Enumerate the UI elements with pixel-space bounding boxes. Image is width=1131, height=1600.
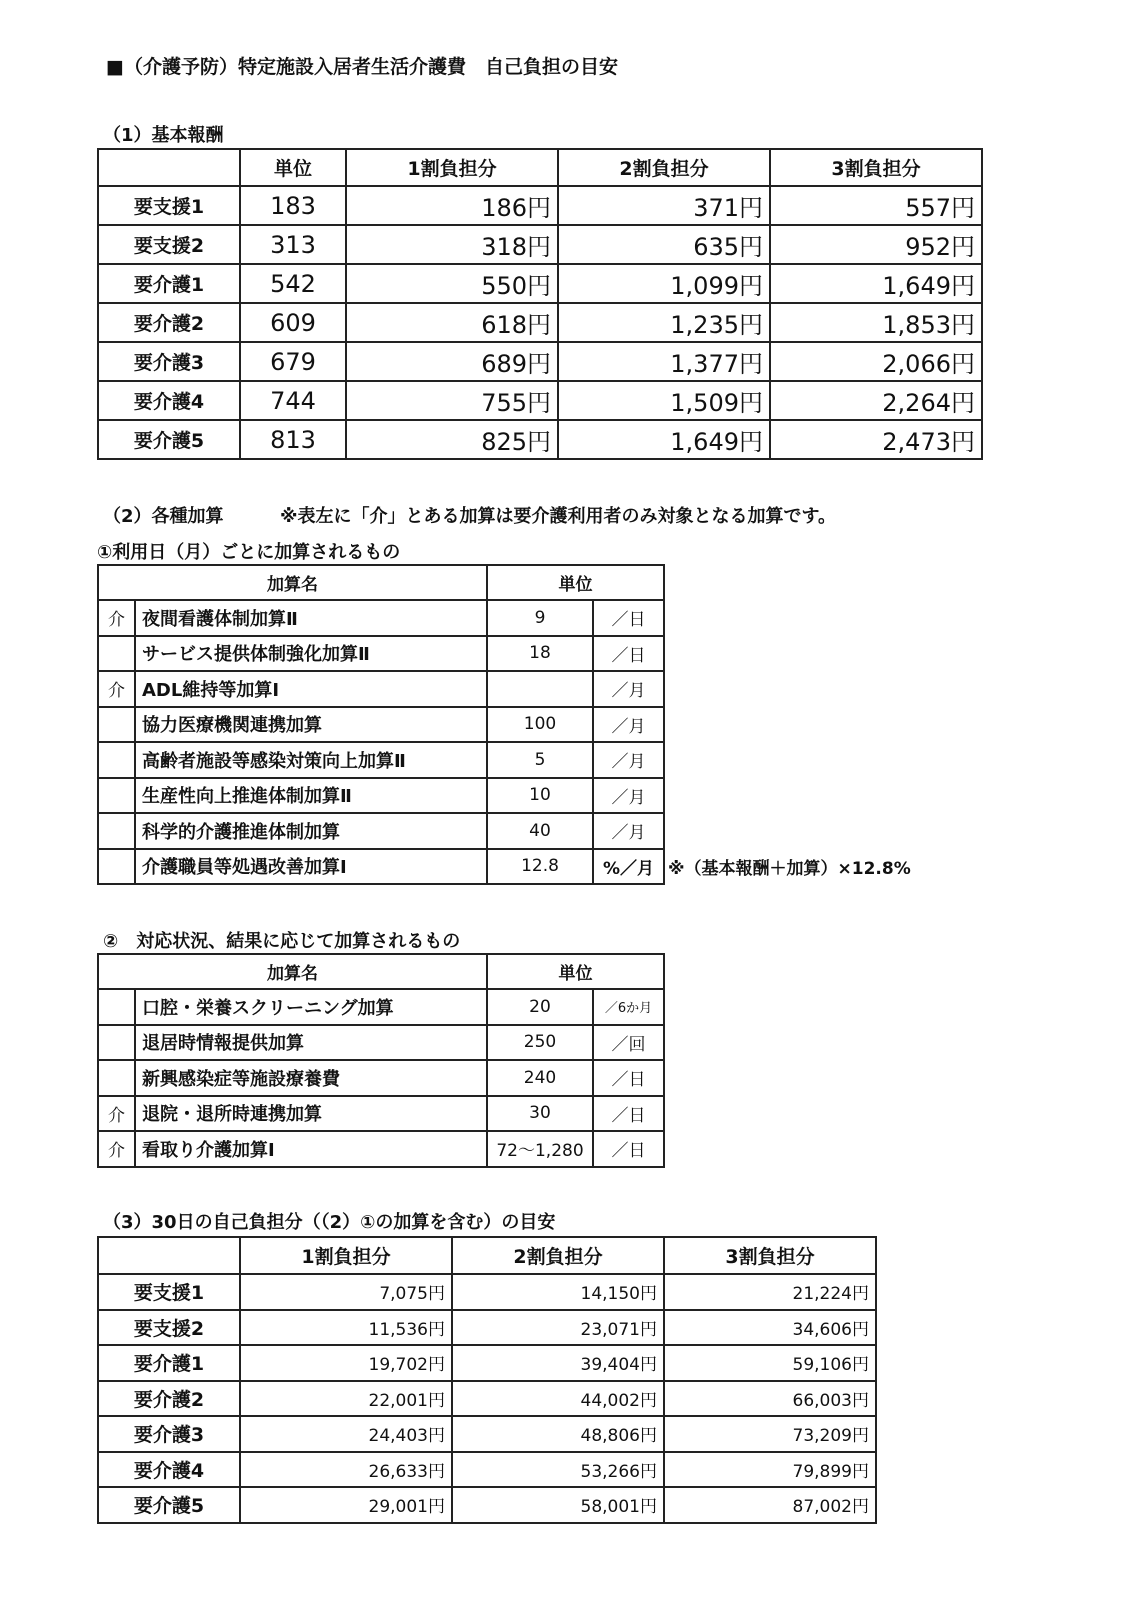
cost-cell: 73,209円 — [664, 1416, 876, 1452]
units-cell — [487, 671, 593, 707]
care-level: 要介護5 — [98, 1487, 240, 1523]
cost-cell: 44,002円 — [452, 1381, 664, 1417]
cost-cell: 14,150円 — [452, 1274, 664, 1310]
cost-cell: 318円 — [346, 225, 558, 264]
header-cell: 単位 — [240, 149, 346, 186]
cost-cell: 48,806円 — [452, 1416, 664, 1452]
care-only-mark — [98, 1025, 135, 1061]
header-cell: 1割負担分 — [240, 1237, 452, 1274]
per-cell: ／月 — [593, 778, 664, 814]
cost-cell: 1,853円 — [770, 303, 982, 342]
per-cell: ／日 — [593, 600, 664, 636]
units-cell: 250 — [487, 1025, 593, 1061]
care-level: 要介護3 — [98, 1416, 240, 1452]
cost-cell: 689円 — [346, 342, 558, 381]
section2-heading: （2）各種加算 — [103, 506, 224, 527]
cost-cell: 2,264円 — [770, 381, 982, 420]
per-cell: ／6か月 — [593, 989, 664, 1025]
care-level: 要介護2 — [98, 303, 240, 342]
cost-cell: 825円 — [346, 420, 558, 459]
cost-cell: 87,002円 — [664, 1487, 876, 1523]
conditional-additions-table — [97, 953, 665, 1168]
care-only-mark — [98, 1060, 135, 1096]
units-cell: 12.8 — [487, 849, 593, 885]
per-cell: ／月 — [593, 742, 664, 778]
care-only-mark — [98, 849, 135, 885]
table-row — [98, 1345, 876, 1381]
table-row — [98, 778, 664, 814]
units-cell: 313 — [240, 225, 346, 264]
header-cell: 加算名 — [98, 565, 487, 600]
care-only-mark: 介 — [98, 1096, 135, 1132]
cost-cell: 1,649円 — [770, 264, 982, 303]
per-cell: ／月 — [593, 671, 664, 707]
table-row — [98, 1381, 876, 1417]
sub2-heading: ② 対応状況、結果に応じて加算されるもの — [103, 931, 461, 952]
cost-cell: 1,377円 — [558, 342, 770, 381]
cost-cell: 66,003円 — [664, 1381, 876, 1417]
table-row — [98, 1274, 876, 1310]
table-row — [98, 342, 982, 381]
section1-heading: （1）基本報酬 — [103, 125, 224, 146]
table-row — [98, 989, 664, 1025]
page-title: ■（介護予防）特定施設入居者生活介護費 自己負担の目安 — [106, 56, 618, 78]
cost-cell: 23,071円 — [452, 1310, 664, 1346]
header-cell — [98, 149, 240, 186]
addition-name: 夜間看護体制加算Ⅱ — [135, 600, 487, 636]
table-row — [98, 381, 982, 420]
header-cell — [98, 1237, 240, 1274]
cost-cell: 29,001円 — [240, 1487, 452, 1523]
basic-fee-table — [97, 148, 983, 460]
addition-name: 生産性向上推進体制加算Ⅱ — [135, 778, 487, 814]
units-cell: 183 — [240, 186, 346, 225]
table-row — [98, 1416, 876, 1452]
cost-cell: 22,001円 — [240, 1381, 452, 1417]
header-cell: 3割負担分 — [664, 1237, 876, 1274]
table-row — [98, 1452, 876, 1488]
cost-cell: 371円 — [558, 186, 770, 225]
per-cell: ／月 — [593, 707, 664, 743]
header-cell: 単位 — [487, 565, 664, 600]
units-cell: 10 — [487, 778, 593, 814]
cost-cell: 11,536円 — [240, 1310, 452, 1346]
addition-name: 介護職員等処遇改善加算Ⅰ — [135, 849, 487, 885]
cost-cell: 79,899円 — [664, 1452, 876, 1488]
cost-cell: 755円 — [346, 381, 558, 420]
care-only-mark — [98, 707, 135, 743]
units-cell: 679 — [240, 342, 346, 381]
improvement-footnote: ※（基本報酬＋加算）×12.8% — [668, 859, 911, 879]
monthly-cost-table — [97, 1236, 877, 1524]
care-only-mark — [98, 813, 135, 849]
header-cell: 2割負担分 — [558, 149, 770, 186]
addition-name: 新興感染症等施設療養費 — [135, 1060, 487, 1096]
cost-cell: 1,235円 — [558, 303, 770, 342]
cost-cell: 550円 — [346, 264, 558, 303]
care-only-mark: 介 — [98, 671, 135, 707]
cost-cell: 2,473円 — [770, 420, 982, 459]
care-level: 要介護4 — [98, 381, 240, 420]
header-cell: 加算名 — [98, 954, 487, 989]
addition-name: 退居時情報提供加算 — [135, 1025, 487, 1061]
per-cell: ／日 — [593, 1131, 664, 1167]
cost-cell: 186円 — [346, 186, 558, 225]
care-level: 要支援1 — [98, 1274, 240, 1310]
cost-cell: 39,404円 — [452, 1345, 664, 1381]
addition-name: 退院・退所時連携加算 — [135, 1096, 487, 1132]
cost-cell: 952円 — [770, 225, 982, 264]
table-row — [98, 420, 982, 459]
care-only-mark — [98, 636, 135, 672]
care-level: 要介護4 — [98, 1452, 240, 1488]
cost-cell: 58,001円 — [452, 1487, 664, 1523]
care-level: 要介護3 — [98, 342, 240, 381]
section2-note: ※表左に「介」とある加算は要介護利用者のみ対象となる加算です。 — [280, 506, 837, 527]
care-only-mark — [98, 778, 135, 814]
table-row — [98, 707, 664, 743]
care-level: 要介護2 — [98, 1381, 240, 1417]
table-row — [98, 1096, 664, 1132]
care-only-mark: 介 — [98, 600, 135, 636]
cost-cell: 26,633円 — [240, 1452, 452, 1488]
table-header-row — [98, 954, 664, 989]
units-cell: 240 — [487, 1060, 593, 1096]
care-level: 要支援1 — [98, 186, 240, 225]
cost-cell: 2,066円 — [770, 342, 982, 381]
addition-name: 口腔・栄養スクリーニング加算 — [135, 989, 487, 1025]
table-row — [98, 225, 982, 264]
units-cell: 18 — [487, 636, 593, 672]
addition-name: ADL維持等加算Ⅰ — [135, 671, 487, 707]
units-cell: 813 — [240, 420, 346, 459]
header-cell: 単位 — [487, 954, 664, 989]
units-cell: 609 — [240, 303, 346, 342]
units-cell: 744 — [240, 381, 346, 420]
table-row — [98, 1025, 664, 1061]
units-cell: 20 — [487, 989, 593, 1025]
per-cell: ／日 — [593, 1096, 664, 1132]
table-row — [98, 636, 664, 672]
table-header-row — [98, 1237, 876, 1274]
table-row — [98, 671, 664, 707]
table-row — [98, 1060, 664, 1096]
care-level: 要介護1 — [98, 264, 240, 303]
cost-cell: 24,403円 — [240, 1416, 452, 1452]
cost-cell: 618円 — [346, 303, 558, 342]
cost-cell: 19,702円 — [240, 1345, 452, 1381]
cost-cell: 1,099円 — [558, 264, 770, 303]
cost-cell: 635円 — [558, 225, 770, 264]
table-row — [98, 1487, 876, 1523]
units-cell: 542 — [240, 264, 346, 303]
per-cell: %／月 — [593, 849, 664, 885]
table-header-row — [98, 565, 664, 600]
units-cell: 40 — [487, 813, 593, 849]
table-row — [98, 303, 982, 342]
monthly-additions-table — [97, 564, 665, 885]
sub1-heading: ①利用日（月）ごとに加算されるもの — [97, 542, 401, 563]
table-row — [98, 742, 664, 778]
care-level: 要介護1 — [98, 1345, 240, 1381]
cost-cell: 7,075円 — [240, 1274, 452, 1310]
header-cell: 1割負担分 — [346, 149, 558, 186]
care-level: 要支援2 — [98, 225, 240, 264]
section3-heading: （3）30日の自己負担分（（2）①の加算を含む）の目安 — [103, 1212, 556, 1233]
table-row — [98, 186, 982, 225]
units-cell: 30 — [487, 1096, 593, 1132]
addition-name: 高齢者施設等感染対策向上加算Ⅱ — [135, 742, 487, 778]
cost-cell: 557円 — [770, 186, 982, 225]
care-level: 要介護5 — [98, 420, 240, 459]
cost-cell: 1,509円 — [558, 381, 770, 420]
table-row — [98, 1310, 876, 1346]
addition-name: 看取り介護加算Ⅰ — [135, 1131, 487, 1167]
table-row — [98, 264, 982, 303]
units-cell: 72～1,280 — [487, 1131, 593, 1167]
cost-cell: 53,266円 — [452, 1452, 664, 1488]
care-only-mark — [98, 989, 135, 1025]
units-cell: 5 — [487, 742, 593, 778]
care-only-mark: 介 — [98, 1131, 135, 1167]
units-cell: 9 — [487, 600, 593, 636]
table-row — [98, 1131, 664, 1167]
care-only-mark — [98, 742, 135, 778]
addition-name: サービス提供体制強化加算Ⅱ — [135, 636, 487, 672]
addition-name: 協力医療機関連携加算 — [135, 707, 487, 743]
table-row — [98, 813, 664, 849]
care-level: 要支援2 — [98, 1310, 240, 1346]
per-cell: ／回 — [593, 1025, 664, 1061]
per-cell: ／月 — [593, 813, 664, 849]
cost-cell: 34,606円 — [664, 1310, 876, 1346]
header-cell: 3割負担分 — [770, 149, 982, 186]
units-cell: 100 — [487, 707, 593, 743]
per-cell: ／日 — [593, 636, 664, 672]
cost-cell: 59,106円 — [664, 1345, 876, 1381]
table-row — [98, 849, 664, 885]
table-header-row — [98, 149, 982, 186]
per-cell: ／日 — [593, 1060, 664, 1096]
addition-name: 科学的介護推進体制加算 — [135, 813, 487, 849]
header-cell: 2割負担分 — [452, 1237, 664, 1274]
table-row — [98, 600, 664, 636]
cost-cell: 1,649円 — [558, 420, 770, 459]
cost-cell: 21,224円 — [664, 1274, 876, 1310]
